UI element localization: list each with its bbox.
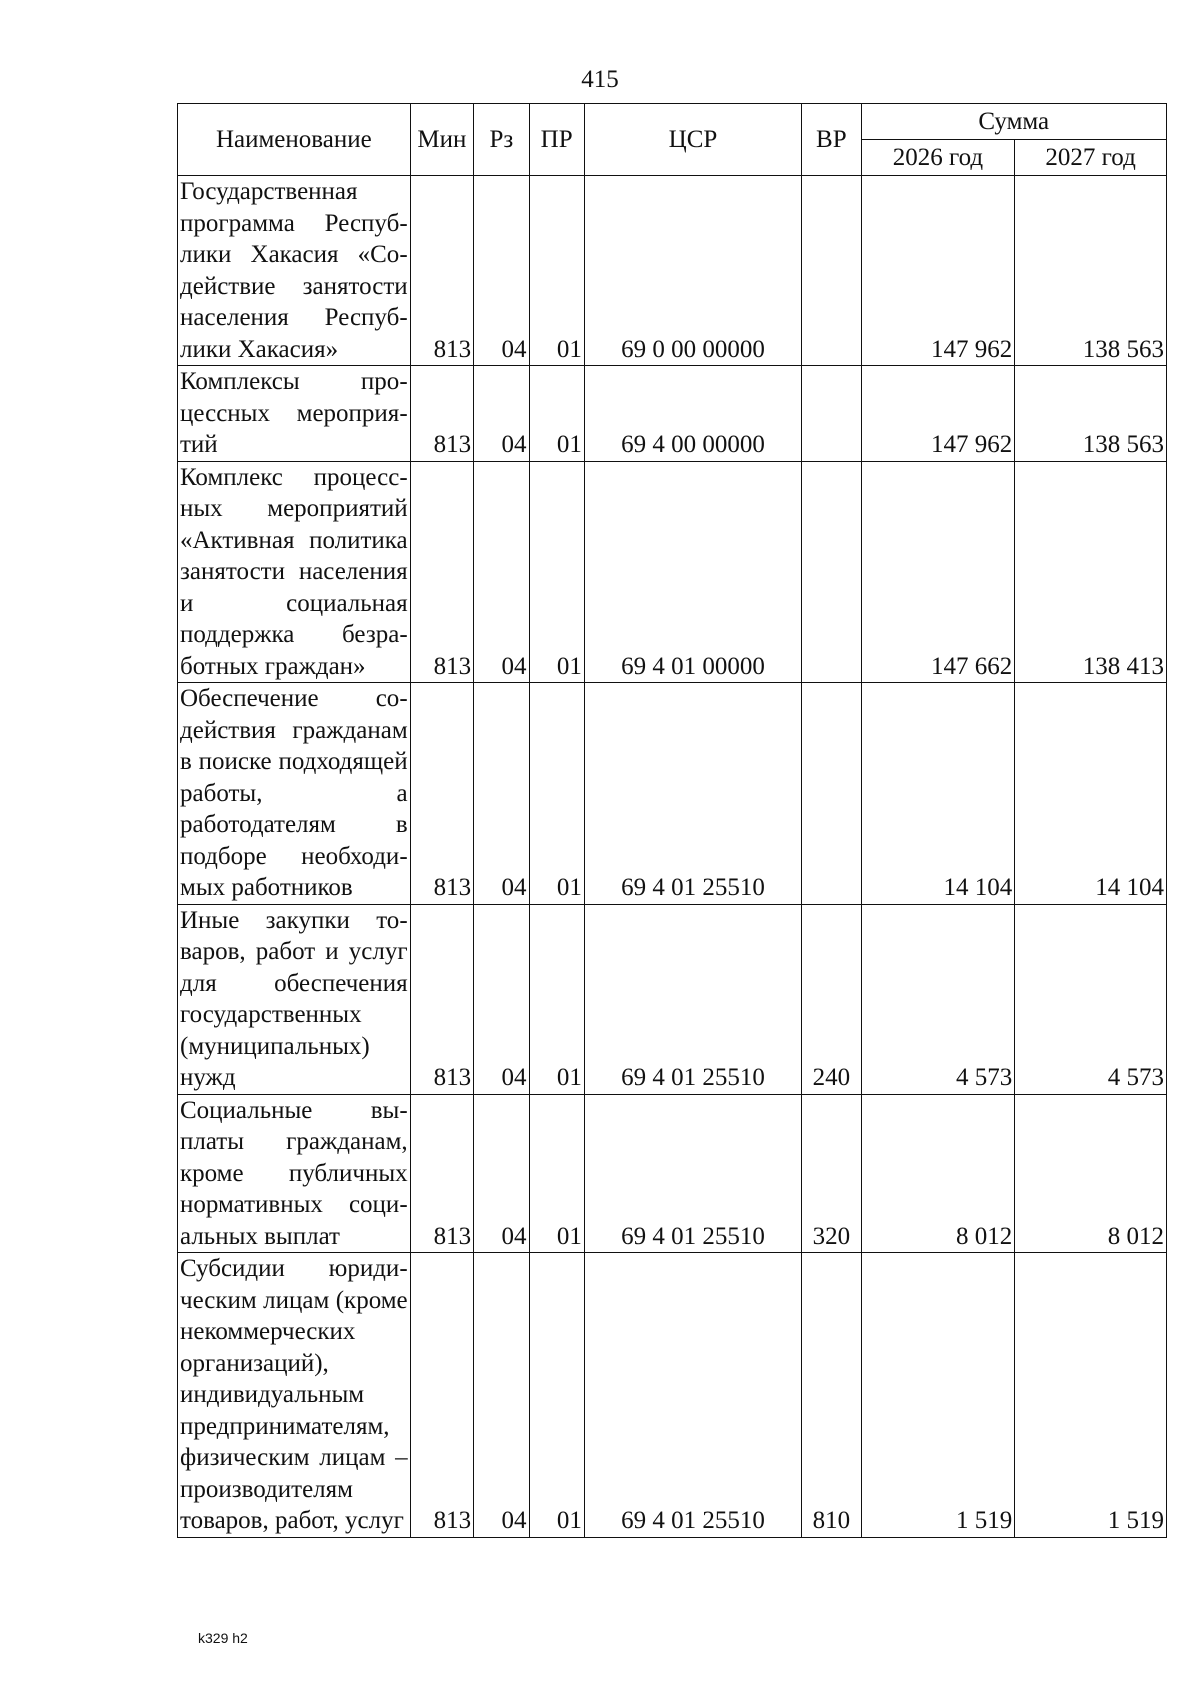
header-name: Наименование [178, 104, 411, 176]
header-sum: Сумма [861, 104, 1166, 140]
cell-min: 813 [410, 1253, 474, 1538]
cell-sum-2027: 1 519 [1015, 1253, 1167, 1538]
cell-vr [802, 461, 861, 683]
cell-sum-2027: 8 012 [1015, 1094, 1167, 1253]
cell-pr: 01 [529, 683, 584, 905]
cell-vr [802, 176, 861, 366]
header-pr: ПР [529, 104, 584, 176]
cell-vr: 320 [802, 1094, 861, 1253]
cell-name: Государственная программа Республики Хакасия «Содействие занятости населения Республики Хакасия» [178, 176, 411, 366]
cell-name: Комплекс процессных мероприятий «Активная политика занятости населения и социальная поддержка безработных граждан» [178, 461, 411, 683]
cell-rz: 04 [474, 683, 529, 905]
cell-sum-2026: 147 662 [861, 461, 1015, 683]
cell-name: Комплексы процессных мероприятий [178, 366, 411, 462]
cell-sum-2026: 147 962 [861, 366, 1015, 462]
header-csr: ЦСР [584, 104, 801, 176]
table-body [178, 176, 1167, 1538]
cell-rz: 04 [474, 1094, 529, 1253]
table-row [178, 176, 1167, 366]
table-row [178, 366, 1167, 462]
cell-sum-2027: 4 573 [1015, 904, 1167, 1094]
cell-rz: 04 [474, 1253, 529, 1538]
table-row [178, 1253, 1167, 1538]
cell-sum-2027: 138 563 [1015, 366, 1167, 462]
cell-sum-2026: 147 962 [861, 176, 1015, 366]
cell-csr: 69 4 01 25510 [584, 1094, 801, 1253]
cell-sum-2026: 4 573 [861, 904, 1015, 1094]
cell-rz: 04 [474, 904, 529, 1094]
cell-csr: 69 4 01 25510 [584, 1253, 801, 1538]
cell-csr: 69 0 00 00000 [584, 176, 801, 366]
cell-name: Социальные выплаты гражданам, кроме публичных нормативных социальных выплат [178, 1094, 411, 1253]
cell-csr: 69 4 01 25510 [584, 683, 801, 905]
cell-vr: 810 [802, 1253, 861, 1538]
cell-sum-2027: 14 104 [1015, 683, 1167, 905]
cell-min: 813 [410, 683, 474, 905]
cell-min: 813 [410, 904, 474, 1094]
budget-table [177, 103, 1167, 1538]
cell-sum-2027: 138 563 [1015, 176, 1167, 366]
cell-sum-2026: 8 012 [861, 1094, 1015, 1253]
header-year-2027: 2027 год [1015, 140, 1167, 176]
cell-sum-2026: 1 519 [861, 1253, 1015, 1538]
table-row [178, 683, 1167, 905]
cell-name: Субсидии юридическим лицам (кроме некоммерческих организаций), индивидуальным предпринимателям, физическим лицам – производителям товаров, работ, услуг [178, 1253, 411, 1538]
header-year-2026: 2026 год [861, 140, 1015, 176]
header-rz: Рз [474, 104, 529, 176]
cell-pr: 01 [529, 366, 584, 462]
cell-pr: 01 [529, 904, 584, 1094]
header-min: Мин [410, 104, 474, 176]
cell-vr [802, 683, 861, 905]
table-row [178, 904, 1167, 1094]
cell-csr: 69 4 01 00000 [584, 461, 801, 683]
header-vr: ВР [802, 104, 861, 176]
cell-csr: 69 4 00 00000 [584, 366, 801, 462]
cell-rz: 04 [474, 366, 529, 462]
cell-min: 813 [410, 366, 474, 462]
cell-sum-2026: 14 104 [861, 683, 1015, 905]
cell-pr: 01 [529, 1253, 584, 1538]
cell-vr: 240 [802, 904, 861, 1094]
cell-csr: 69 4 01 25510 [584, 904, 801, 1094]
cell-name: Обеспечение содействия гражданам в поиске подходящей работы, а работодателям в подборе необходимых работников [178, 683, 411, 905]
cell-min: 813 [410, 176, 474, 366]
cell-name: Иные закупки товаров, работ и услуг для обеспечения государственных (муниципальных) нужд [178, 904, 411, 1094]
cell-rz: 04 [474, 461, 529, 683]
cell-min: 813 [410, 1094, 474, 1253]
cell-pr: 01 [529, 461, 584, 683]
cell-pr: 01 [529, 176, 584, 366]
footer-code: k329 h2 [198, 1630, 248, 1646]
cell-rz: 04 [474, 176, 529, 366]
table-row [178, 461, 1167, 683]
cell-vr [802, 366, 861, 462]
cell-sum-2027: 138 413 [1015, 461, 1167, 683]
page-number: 415 [581, 66, 619, 93]
table-row [178, 1094, 1167, 1253]
cell-pr: 01 [529, 1094, 584, 1253]
cell-min: 813 [410, 461, 474, 683]
